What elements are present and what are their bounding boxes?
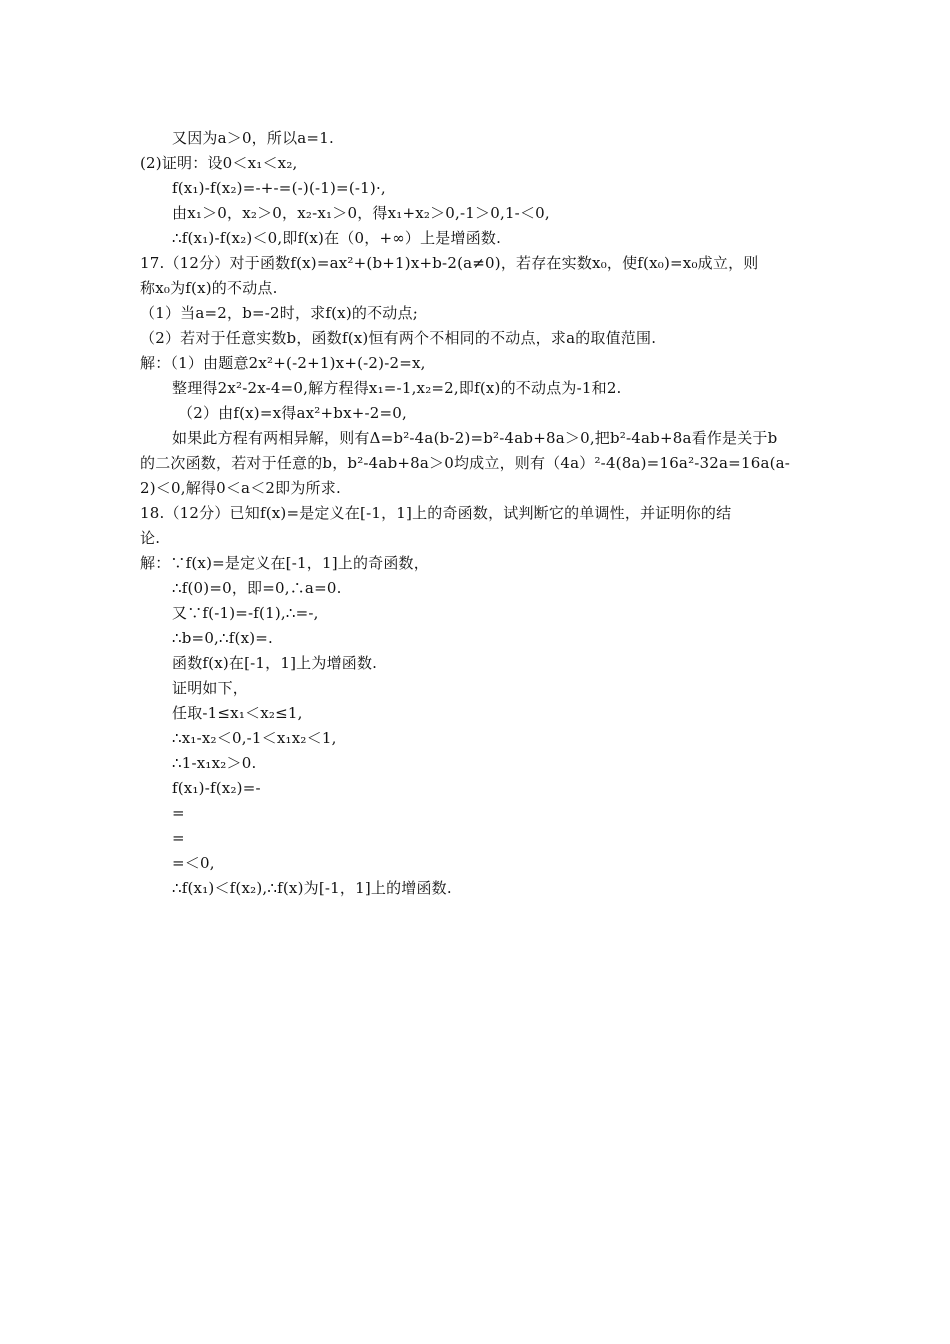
text-line: 2)＜0,解得0＜a＜2即为所求. bbox=[140, 479, 341, 497]
text-line: (2)证明：设0＜x₁＜x₂, bbox=[140, 154, 298, 172]
text-line: （2）由f(x)=x得ax²+bx+-2=0, bbox=[178, 404, 407, 422]
text-line: 18.（12分）已知f(x)=是定义在[-1，1]上的奇函数，试判断它的单调性，并证明你的结 bbox=[140, 504, 732, 522]
text-line: ∴f(x₁)-f(x₂)＜0,即f(x)在（0，+∞）上是增函数. bbox=[172, 229, 502, 247]
text-line: = bbox=[172, 829, 185, 847]
text-line: 证明如下， bbox=[172, 679, 249, 697]
text-line: 函数f(x)在[-1，1]上为增函数. bbox=[172, 654, 378, 672]
text-line: =＜0, bbox=[172, 854, 215, 872]
text-line: 又因为a＞0，所以a=1. bbox=[172, 129, 334, 147]
text-line: f(x₁)-f(x₂)=- bbox=[172, 779, 261, 797]
text-line: （2）若对于任意实数b，函数f(x)恒有两个不相同的不动点，求a的取值范围. bbox=[140, 329, 657, 347]
text-line: f(x₁)-f(x₂)=-+-=(-)(-1)=(-1)·, bbox=[172, 179, 386, 197]
text-line: 任取-1≤x₁＜x₂≤1, bbox=[172, 704, 303, 722]
text-line: 的二次函数，若对于任意的b，b²-4ab+8a＞0均成立，则有（4a）²-4(8a)=16a²-32a=16a(a- bbox=[140, 454, 791, 472]
text-line: 17.（12分）对于函数f(x)=ax²+(b+1)x+b-2(a≠0)，若存在实数x₀，使f(x₀)=x₀成立，则 bbox=[140, 254, 759, 272]
text-line: 整理得2x²-2x-4=0,解方程得x₁=-1,x₂=2,即f(x)的不动点为-1和2. bbox=[172, 379, 622, 397]
text-line: （1）当a=2，b=-2时，求f(x)的不动点; bbox=[140, 304, 418, 322]
text-line: = bbox=[172, 804, 185, 822]
text-line: 又∵f(-1)=-f(1),∴=-, bbox=[172, 604, 319, 622]
text-line: ∴b=0,∴f(x)=. bbox=[172, 629, 274, 647]
text-line: ∴f(x₁)＜f(x₂),∴f(x)为[-1，1]上的增函数. bbox=[172, 879, 452, 897]
text-line: 解：∵f(x)=是定义在[-1，1]上的奇函数， bbox=[140, 554, 429, 572]
text-line: 论. bbox=[140, 529, 161, 547]
text-line: ∴x₁-x₂＜0,-1＜x₁x₂＜1, bbox=[172, 729, 337, 747]
text-line: ∴f(0)=0，即=0,∴a=0. bbox=[172, 579, 342, 597]
text-line: 称x₀为f(x)的不动点. bbox=[140, 279, 278, 297]
text-line: ∴1-x₁x₂＞0. bbox=[172, 754, 257, 772]
text-line: 解：（1）由题意2x²+(-2+1)x+(-2)-2=x, bbox=[140, 354, 426, 372]
text-line: 如果此方程有两相异解，则有Δ=b²-4a(b-2)=b²-4ab+8a＞0,把b²-4ab+8a看作是关于b bbox=[172, 429, 778, 447]
text-line: 由x₁＞0，x₂＞0，x₂-x₁＞0，得x₁+x₂＞0,-1＞0,1-＜0, bbox=[172, 204, 550, 222]
